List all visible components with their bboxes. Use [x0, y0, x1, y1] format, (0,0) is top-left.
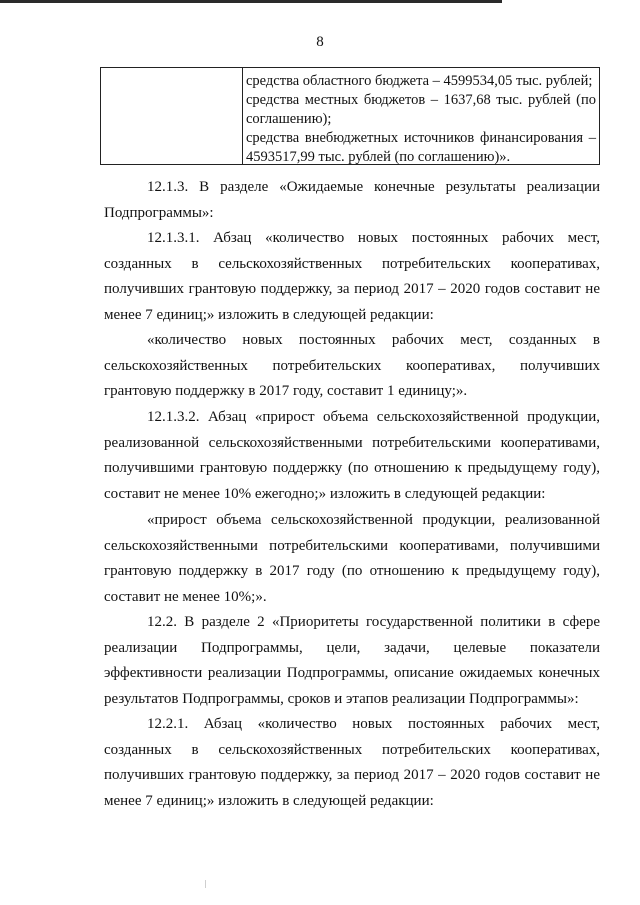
page-number: 8: [316, 34, 324, 50]
scan-speck: [205, 880, 206, 888]
paragraph-12-1-3-2: 12.1.3.2. Абзац «прирост объема сельскохозяйственной продукции, реализованной сельскохозяйственными потребительскими кооперативами, получившими грантовую поддержку (по отношению к предыдущему году), составит не менее 10% ежегодно;» изложить в следующей редакции:: [104, 409, 600, 502]
funding-line-extrabudgetary: средства внебюджетных источников финансирования – 4593517,99 тыс. рублей (по соглашению)».: [246, 130, 596, 165]
funding-table: [100, 67, 600, 165]
funding-line-local-budgets: средства местных бюджетов – 1637,68 тыс. рублей (по соглашению);: [246, 92, 596, 127]
paragraph-12-1-3-1: 12.1.3.1. Абзац «количество новых постоянных рабочих мест, созданных в сельскохозяйственных потребительских кооперативах, получивших грантовую поддержку, за период 2017 – 2020 годов составит не менее 7 единиц;» изложить в следующей редакции:: [104, 230, 600, 323]
funding-line-regional-budget: средства областного бюджета – 4599534,05 тыс. рублей;: [246, 73, 593, 89]
paragraph-12-2: 12.2. В разделе 2 «Приоритеты государственной политики в сфере реализации Подпрограммы, цели, задачи, целевые показатели эффективности реализации Подпрограммы, описание ожидаемых конечных результатов Подпрограммы, сроков и этапов реализации Подпрограммы»:: [104, 614, 600, 707]
paragraph-12-2-1: 12.2.1. Абзац «количество новых постоянных рабочих мест, созданных в сельскохозяйственных потребительских кооперативах, получивших грантовую поддержку, за период 2017 – 2020 годов составит не менее 7 единиц;» изложить в следующей редакции:: [104, 716, 600, 809]
top-border-line: [0, 0, 502, 3]
paragraph-new-jobs-quote: «количество новых постоянных рабочих мест, созданных в сельскохозяйственных потребительских кооперативах, получивших грантовую поддержку в 2017 году, составит 1 единицу;».: [104, 332, 600, 399]
paragraph-production-growth-quote: «прирост объема сельскохозяйственной продукции, реализованной сельскохозяйственными потребительскими кооперативами, получившими грантовую поддержку в 2017 году (по отношению к предыдущему году), составит не менее 10%;».: [104, 512, 600, 605]
table-left-cell: [101, 68, 243, 164]
table-right-cell: [246, 72, 596, 167]
paragraph-12-1-3: 12.1.3. В разделе «Ожидаемые конечные результаты реализации Подпрограммы»:: [104, 179, 600, 221]
